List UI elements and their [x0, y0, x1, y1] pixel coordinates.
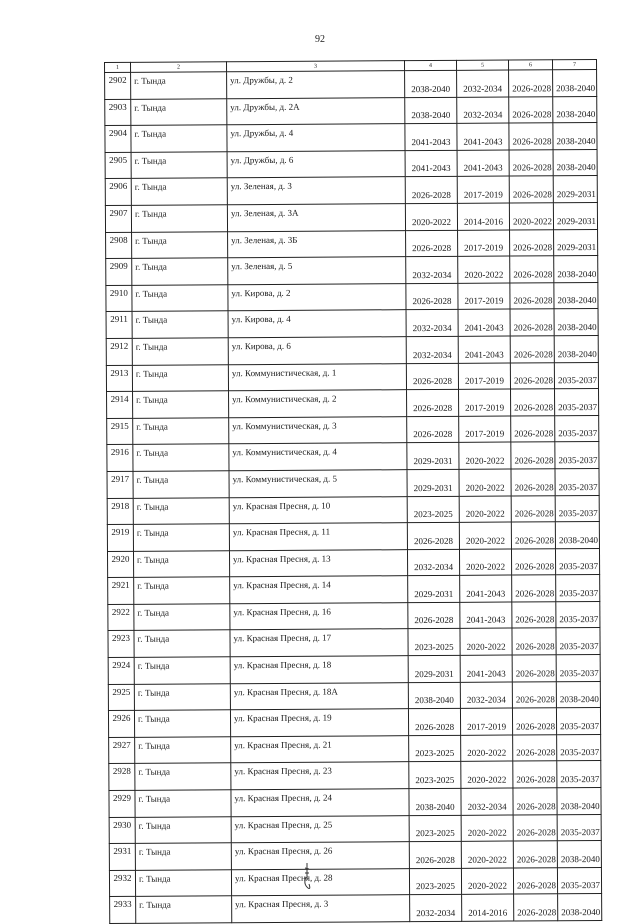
cell-period-5: 2020-2022: [460, 628, 512, 655]
cell-period-5: 2020-2022: [461, 841, 513, 868]
cell-period-7: 2038-2040: [554, 282, 598, 309]
cell-period-6: 2026-2028: [511, 548, 555, 575]
cell-period-7: 2035-2037: [554, 362, 598, 389]
cell-address: ул. Зеленая, д. 3: [227, 177, 405, 205]
cell-period-6: 2026-2028: [510, 283, 554, 310]
cell-period-6: 2026-2028: [511, 495, 555, 522]
cell-period-7: 2035-2037: [556, 655, 600, 682]
cell-period-4: 2041-2043: [405, 124, 457, 151]
cell-address: ул. Коммунистическая, д. 2: [229, 390, 407, 418]
cell-period-7: 2035-2037: [555, 389, 599, 416]
cell-row-number: 2932: [109, 870, 135, 897]
cell-city: г. Тында: [135, 816, 231, 843]
cell-row-number: 2931: [109, 844, 135, 871]
cell-period-7: 2038-2040: [554, 256, 598, 283]
cell-row-number: 2919: [107, 524, 133, 551]
cell-period-6: 2026-2028: [513, 761, 557, 788]
cell-period-6: 2026-2028: [513, 841, 557, 868]
table-row: [106, 229, 598, 259]
table-row: [105, 149, 597, 179]
cell-period-7: 2029-2031: [553, 202, 597, 229]
column-header-7: 7: [552, 59, 596, 69]
cell-period-5: 2041-2043: [460, 655, 512, 682]
cell-period-6: 2026-2028: [513, 788, 557, 815]
cell-period-5: 2020-2022: [459, 469, 511, 496]
cell-period-4: 2029-2031: [408, 655, 460, 682]
table-row: [108, 628, 600, 658]
cell-address: ул. Зеленая, д. 3А: [227, 204, 405, 232]
cell-period-7: 2035-2037: [557, 867, 601, 894]
table-row: [109, 761, 601, 791]
cell-row-number: 2911: [106, 312, 132, 339]
cell-address: ул. Красная Пресня, д. 23: [231, 762, 409, 790]
cell-period-7: 2029-2031: [553, 176, 597, 203]
cell-city: г. Тында: [132, 284, 228, 311]
cell-city: г. Тында: [133, 524, 229, 551]
cell-row-number: 2909: [106, 258, 132, 285]
cell-period-4: 2026-2028: [406, 363, 458, 390]
cell-city: г. Тында: [131, 152, 227, 179]
cell-period-4: 2026-2028: [409, 842, 461, 869]
cell-period-6: 2026-2028: [511, 415, 555, 442]
cell-period-7: 2038-2040: [553, 149, 597, 176]
cell-row-number: 2905: [105, 152, 131, 179]
cell-row-number: 2925: [108, 684, 134, 711]
cell-period-7: 2035-2037: [556, 628, 600, 655]
cell-period-6: 2026-2028: [510, 336, 554, 363]
cell-city: г. Тында: [131, 72, 227, 99]
cell-address: ул. Кирова, д. 2: [228, 283, 406, 311]
cell-period-4: 2029-2031: [407, 469, 459, 496]
cell-period-5: 2017-2019: [458, 363, 510, 390]
cell-address: ул. Красная Пресня, д. 24: [231, 789, 409, 817]
cell-row-number: 2917: [107, 471, 133, 498]
cell-city: г. Тында: [132, 231, 228, 258]
cell-period-7: 2038-2040: [558, 894, 602, 921]
cell-period-5: 2017-2019: [458, 283, 510, 310]
cell-period-7: 2035-2037: [555, 442, 599, 469]
cell-period-4: 2026-2028: [407, 389, 459, 416]
cell-period-4: 2026-2028: [406, 283, 458, 310]
cell-row-number: 2908: [106, 232, 132, 259]
cell-period-5: 2020-2022: [461, 815, 513, 842]
cell-period-5: 2032-2034: [457, 70, 509, 97]
cell-row-number: 2930: [109, 817, 135, 844]
cell-period-4: 2023-2025: [408, 629, 460, 656]
cell-row-number: 2912: [106, 338, 132, 365]
table-row: [107, 415, 599, 445]
cell-period-7: 2035-2037: [555, 548, 599, 575]
cell-address: ул. Красная Пресня, д. 13: [229, 549, 407, 577]
table-row: [109, 788, 601, 818]
cell-period-5: 2017-2019: [459, 416, 511, 443]
cell-period-5: 2041-2043: [460, 575, 512, 602]
cell-city: г. Тында: [131, 178, 227, 205]
table-row: [107, 522, 599, 552]
table-row: [105, 123, 597, 153]
cell-period-7: 2038-2040: [553, 69, 597, 96]
cell-address: ул. Дружбы, д. 6: [227, 150, 405, 178]
cell-period-7: 2038-2040: [554, 309, 598, 336]
table-row: [106, 282, 598, 312]
cell-period-7: 2035-2037: [557, 734, 601, 761]
table-row: [108, 655, 600, 685]
cell-address: ул. Коммунистическая, д. 5: [229, 470, 407, 498]
column-header-6: 6: [508, 60, 552, 70]
cell-period-5: 2014-2016: [462, 894, 514, 921]
cell-row-number: 2915: [107, 418, 133, 445]
cell-city: г. Тында: [133, 550, 229, 577]
cell-city: г. Тында: [133, 471, 229, 498]
cell-period-4: 2026-2028: [407, 522, 459, 549]
cell-city: г. Тында: [134, 710, 230, 737]
cell-address: ул. Красная Пресня, д. 18: [230, 656, 408, 684]
cell-period-5: 2041-2043: [457, 150, 509, 177]
cell-city: г. Тында: [134, 683, 230, 710]
table-row: [106, 362, 598, 392]
cell-address: ул. Коммунистическая, д. 3: [229, 416, 407, 444]
cell-address: ул. Красная Пресня, д. 17: [230, 629, 408, 657]
table-row: [106, 309, 598, 339]
table-row: [109, 867, 601, 897]
table-body: [105, 69, 602, 923]
table-row: [106, 256, 598, 286]
cell-period-4: 2038-2040: [408, 682, 460, 709]
cell-city: г. Тында: [134, 630, 230, 657]
cell-period-7: 2038-2040: [555, 522, 599, 549]
cell-city: г. Тында: [132, 338, 228, 365]
cell-period-7: 2035-2037: [555, 415, 599, 442]
cell-period-7: 2038-2040: [553, 123, 597, 150]
cell-row-number: 2922: [108, 604, 134, 631]
cell-period-6: 2026-2028: [513, 814, 557, 841]
table-row: [107, 548, 599, 578]
data-table: [104, 59, 602, 924]
cell-period-7: 2035-2037: [555, 495, 599, 522]
cell-period-6: 2026-2028: [514, 894, 558, 921]
cell-period-6: 2026-2028: [513, 735, 557, 762]
cell-address: ул. Коммунистическая, д. 1: [228, 363, 406, 391]
table-row: [109, 841, 601, 871]
table-row: [107, 495, 599, 525]
cell-period-7: 2038-2040: [556, 681, 600, 708]
cell-period-6: 2026-2028: [510, 309, 554, 336]
table-row: [107, 468, 599, 498]
cell-period-5: 2017-2019: [460, 708, 512, 735]
cell-city: г. Тында: [133, 391, 229, 418]
cell-row-number: 2921: [108, 578, 134, 605]
table-row: [108, 575, 600, 605]
cell-address: ул. Красная Пресня, д. 10: [229, 496, 407, 524]
cell-address: ул. Красная Пресня, д. 16: [230, 603, 408, 631]
cell-address: ул. Кирова, д. 4: [228, 310, 406, 338]
cell-period-6: 2026-2028: [509, 150, 553, 177]
cell-period-5: 2020-2022: [458, 256, 510, 283]
cell-city: г. Тында: [131, 98, 227, 125]
cell-city: г. Тында: [132, 258, 228, 285]
cell-address: ул. Кирова, д. 6: [228, 337, 406, 365]
cell-period-4: 2032-2034: [410, 895, 462, 922]
cell-period-4: 2023-2025: [409, 868, 461, 895]
cell-address: ул. Красная Пресня, д. 14: [230, 576, 408, 604]
cell-city: г. Тында: [132, 364, 228, 391]
cell-period-4: 2020-2022: [405, 203, 457, 230]
cell-period-7: 2035-2037: [555, 468, 599, 495]
cell-period-7: 2038-2040: [557, 788, 601, 815]
cell-period-6: 2026-2028: [509, 123, 553, 150]
cell-period-5: 2020-2022: [459, 442, 511, 469]
cell-period-6: 2026-2028: [511, 469, 555, 496]
cell-period-4: 2032-2034: [407, 549, 459, 576]
table-row: [105, 176, 597, 206]
table-row: [105, 96, 597, 126]
cell-period-6: 2026-2028: [513, 868, 557, 895]
cell-row-number: 2904: [105, 126, 131, 153]
cell-city: г. Тында: [135, 790, 231, 817]
cell-period-5: 2014-2016: [457, 203, 509, 230]
cell-city: г. Тында: [135, 870, 231, 897]
cell-period-6: 2026-2028: [509, 70, 553, 97]
table-row: [110, 894, 602, 924]
column-header-4: 4: [404, 60, 456, 70]
cell-period-7: 2035-2037: [557, 761, 601, 788]
cell-row-number: 2916: [107, 445, 133, 472]
cell-period-4: 2026-2028: [408, 709, 460, 736]
cell-period-4: 2029-2031: [408, 576, 460, 603]
cell-period-6: 2026-2028: [512, 602, 556, 629]
cell-period-4: 2038-2040: [405, 97, 457, 124]
column-header-1: 1: [105, 62, 131, 72]
cell-period-5: 2032-2034: [460, 682, 512, 709]
table-row: [107, 442, 599, 472]
cell-period-6: 2026-2028: [512, 575, 556, 602]
cell-period-6: 2026-2028: [511, 442, 555, 469]
cell-period-4: 2038-2040: [409, 788, 461, 815]
cell-period-7: 2038-2040: [554, 335, 598, 362]
cell-row-number: 2929: [109, 790, 135, 817]
cell-row-number: 2902: [105, 72, 131, 99]
cell-period-6: 2026-2028: [509, 176, 553, 203]
cell-city: г. Тында: [131, 205, 227, 232]
table-row: [107, 389, 599, 419]
cell-address: ул. Дружбы, д. 4: [227, 124, 405, 152]
cell-period-5: 2017-2019: [459, 389, 511, 416]
cell-period-7: 2035-2037: [556, 575, 600, 602]
cell-address: ул. Красная Пресня, д. 26: [231, 842, 409, 870]
cell-row-number: 2907: [105, 205, 131, 232]
cell-address: ул. Дружбы, д. 2А: [227, 97, 405, 125]
table-row: [105, 69, 597, 99]
cell-city: г. Тында: [131, 125, 227, 152]
cell-address: ул. Красная Пресня, д. 21: [231, 735, 409, 763]
cell-city: г. Тында: [134, 657, 230, 684]
cell-city: г. Тында: [135, 737, 231, 764]
cell-row-number: 2924: [108, 657, 134, 684]
cell-period-7: 2038-2040: [557, 841, 601, 868]
table-row: [106, 335, 598, 365]
cell-period-4: 2026-2028: [408, 602, 460, 629]
cell-period-6: 2026-2028: [510, 229, 554, 256]
cell-period-5: 2020-2022: [459, 522, 511, 549]
cell-period-6: 2026-2028: [512, 681, 556, 708]
cell-city: г. Тында: [133, 417, 229, 444]
cell-period-4: 2038-2040: [405, 70, 457, 97]
cell-period-7: 2035-2037: [557, 814, 601, 841]
cell-address: ул. Дружбы, д. 2: [227, 71, 405, 99]
cell-address: ул. Зеленая, д. 5: [228, 257, 406, 285]
cell-row-number: 2918: [107, 498, 133, 525]
cell-period-5: 2020-2022: [461, 735, 513, 762]
cell-period-5: 2041-2043: [458, 309, 510, 336]
cell-row-number: 2927: [109, 737, 135, 764]
column-header-3: 3: [227, 61, 405, 72]
column-header-2: 2: [131, 62, 227, 73]
cell-period-6: 2026-2028: [512, 628, 556, 655]
cell-period-4: 2023-2025: [409, 815, 461, 842]
cell-period-5: 2041-2043: [458, 336, 510, 363]
table-row: [108, 681, 600, 711]
cell-period-5: 2032-2034: [457, 97, 509, 124]
cell-period-6: 2026-2028: [511, 522, 555, 549]
cell-period-4: 2032-2034: [406, 310, 458, 337]
cell-address: ул. Красная Пресня, д. 19: [230, 709, 408, 737]
cell-row-number: 2923: [108, 631, 134, 658]
table-row: [108, 601, 600, 631]
cell-city: г. Тында: [133, 444, 229, 471]
cell-period-5: 2017-2019: [457, 176, 509, 203]
cell-period-4: 2023-2025: [409, 735, 461, 762]
cell-period-6: 2026-2028: [509, 96, 553, 123]
cell-period-5: 2020-2022: [461, 868, 513, 895]
cell-period-5: 2020-2022: [461, 761, 513, 788]
cell-period-6: 2026-2028: [511, 389, 555, 416]
cell-city: г. Тында: [132, 311, 228, 338]
cell-address: ул. Красная Пресня, д. 11: [229, 523, 407, 551]
cell-address: ул. Зеленая, д. 3Б: [228, 230, 406, 258]
table-row: [105, 202, 597, 232]
cell-city: г. Тында: [133, 497, 229, 524]
cell-row-number: 2928: [109, 764, 135, 791]
cell-period-4: 2026-2028: [407, 416, 459, 443]
cell-period-4: 2029-2031: [407, 443, 459, 470]
cell-city: г. Тында: [135, 843, 231, 870]
cell-row-number: 2920: [107, 551, 133, 578]
column-header-5: 5: [456, 60, 508, 70]
cell-period-5: 2032-2034: [461, 788, 513, 815]
cell-period-5: 2041-2043: [457, 123, 509, 150]
cell-address: ул. Красная Пресня, д. 28: [231, 868, 409, 896]
cell-row-number: 2903: [105, 99, 131, 126]
table-row: [108, 708, 600, 738]
signature-mark: [300, 862, 314, 892]
cell-period-4: 2026-2028: [405, 177, 457, 204]
cell-city: г. Тында: [136, 896, 232, 923]
cell-period-4: 2041-2043: [405, 150, 457, 177]
cell-address: ул. Красная Пресня, д. 3: [232, 895, 410, 923]
cell-period-6: 2026-2028: [510, 256, 554, 283]
cell-city: г. Тында: [135, 763, 231, 790]
cell-period-5: 2041-2043: [460, 602, 512, 629]
cell-period-6: 2026-2028: [512, 655, 556, 682]
cell-row-number: 2913: [106, 365, 132, 392]
cell-period-6: 2026-2028: [510, 362, 554, 389]
table-row: [109, 814, 601, 844]
cell-city: г. Тында: [134, 604, 230, 631]
cell-row-number: 2914: [107, 391, 133, 418]
cell-period-7: 2035-2037: [556, 708, 600, 735]
cell-period-5: 2017-2019: [458, 230, 510, 257]
cell-period-4: 2032-2034: [406, 256, 458, 283]
cell-period-7: 2035-2037: [556, 601, 600, 628]
cell-city: г. Тында: [134, 577, 230, 604]
cell-row-number: 2910: [106, 285, 132, 312]
cell-period-4: 2032-2034: [406, 336, 458, 363]
cell-period-7: 2029-2031: [554, 229, 598, 256]
cell-period-5: 2020-2022: [459, 496, 511, 523]
table-row: [109, 734, 601, 764]
page-number: 92: [315, 34, 325, 45]
cell-row-number: 2933: [110, 897, 136, 924]
cell-period-5: 2020-2022: [459, 549, 511, 576]
cell-period-7: 2038-2040: [553, 96, 597, 123]
cell-address: ул. Красная Пресня, д. 18А: [230, 682, 408, 710]
cell-row-number: 2926: [108, 711, 134, 738]
cell-address: ул. Красная Пресня, д. 25: [231, 815, 409, 843]
cell-address: ул. Коммунистическая, д. 4: [229, 443, 407, 471]
cell-period-4: 2026-2028: [406, 230, 458, 257]
cell-period-6: 2026-2028: [512, 708, 556, 735]
cell-period-4: 2023-2025: [407, 496, 459, 523]
cell-row-number: 2906: [105, 179, 131, 206]
cell-period-6: 2020-2022: [509, 203, 553, 230]
cell-period-4: 2023-2025: [409, 762, 461, 789]
